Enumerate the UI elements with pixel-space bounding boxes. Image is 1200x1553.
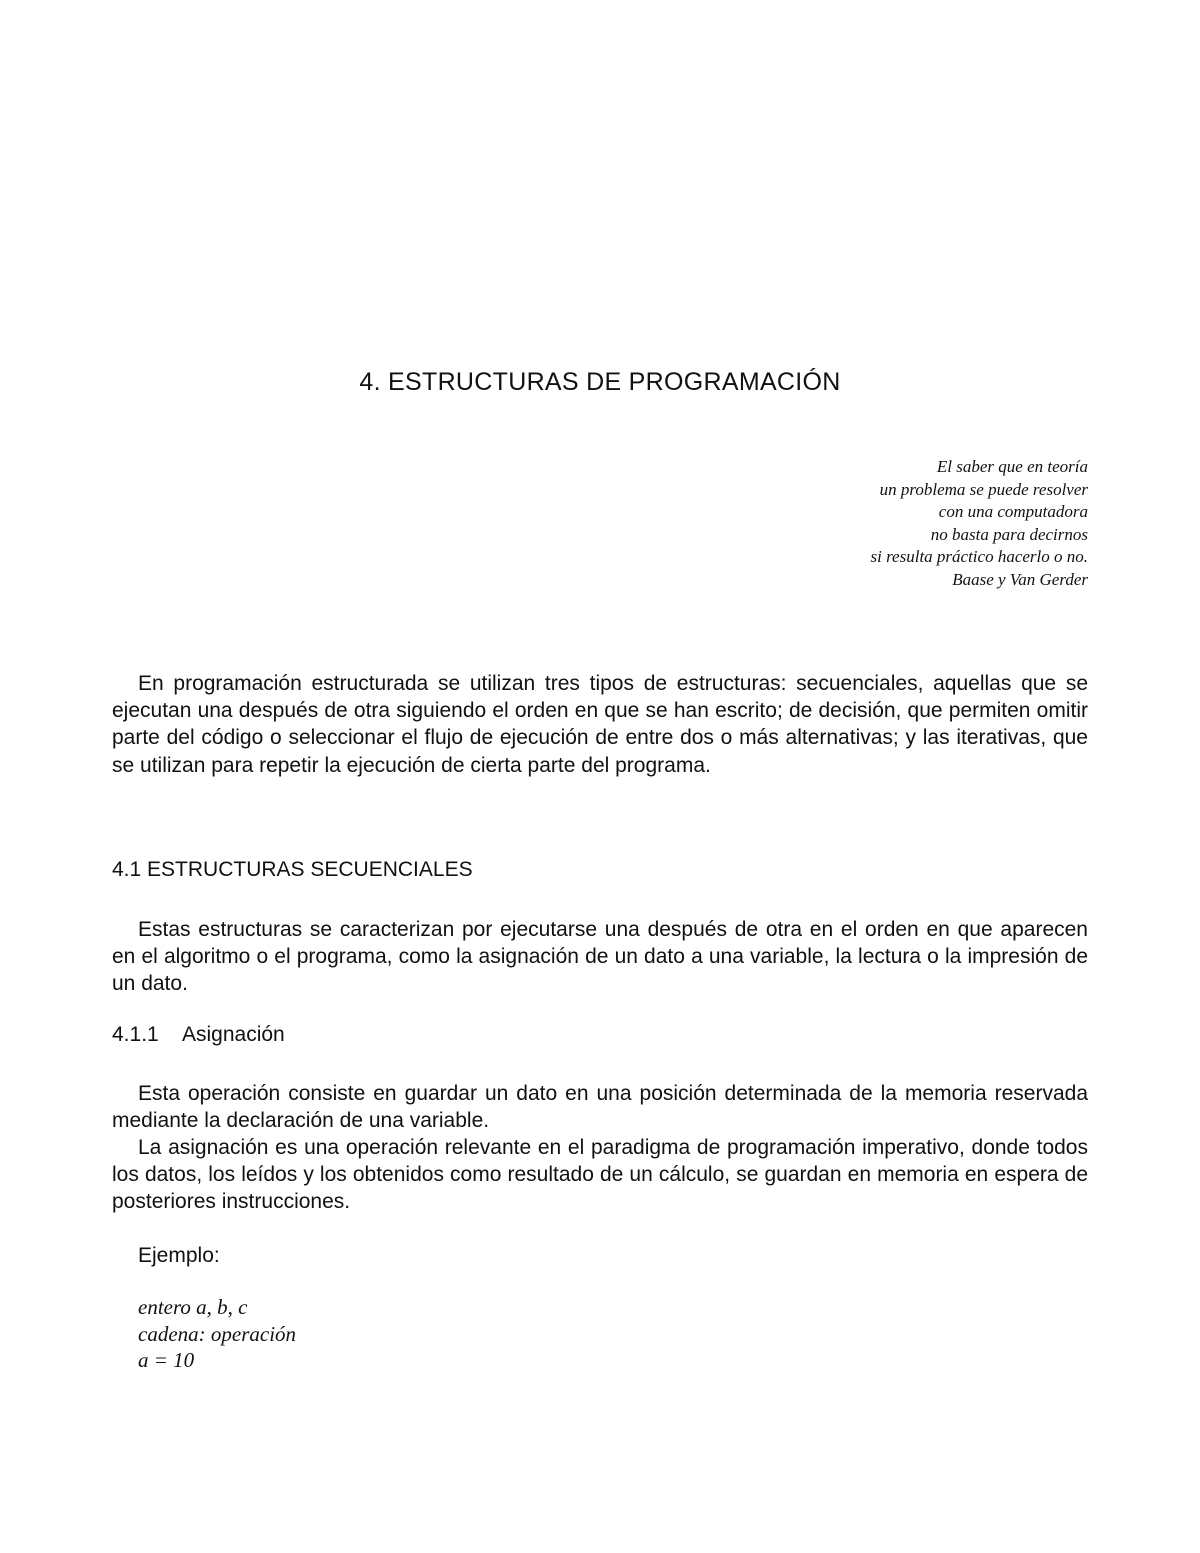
section-heading-4-1-1 xyxy=(112,1021,285,1048)
epigraph-quote xyxy=(668,456,1088,591)
chapter-title: 4. ESTRUCTURAS DE PROGRAMACIÓN xyxy=(359,368,841,396)
epigraph-line: un problema se puede resolver xyxy=(879,479,1088,499)
assignment-paragraph-1: Esta operación consiste en guardar un dato en una posición determinada de la memoria reservada mediante la declaración de una variable. xyxy=(112,1082,1088,1133)
section-title: Asignación xyxy=(182,1023,285,1046)
epigraph-line: El saber que en teoría xyxy=(936,457,1088,476)
section-number: 4.1.1 xyxy=(112,1023,159,1046)
intro-paragraph: En programación estructurada se utilizan tres tipos de estructuras: secuenciales, aquellas que se ejecutan una después de otra siguiendo el orden en que se han escrito; de decisión, que permiten omitir parte del código o seleccionar el flujo de ejecución de entre dos o más alternativas; y las iterativas, que se utilizan para repetir la ejecución de cierta parte del programa. xyxy=(112,672,1088,777)
section-4-1-paragraph: Estas estructuras se caracterizan por ejecutarse una después de otra en el orden en que aparecen en el algoritmo o el programa, como la asignación de un dato a una variable, la lectura o la impresión de un dato. xyxy=(112,918,1088,996)
code-line: entero a, b, c xyxy=(138,1295,248,1319)
section-heading-4-1: 4.1 ESTRUCTURAS SECUENCIALES xyxy=(112,858,473,881)
assignment-paragraph-2: La asignación es una operación relevante en el paradigma de programación imperativo, donde todos los datos, los leídos y los obtenidos como resultado de un cálculo, se guardan en memoria en espera de posteriores instrucciones. xyxy=(112,1136,1088,1214)
code-line: cadena: operación xyxy=(138,1321,297,1346)
code-line: a = 10 xyxy=(138,1348,195,1372)
epigraph-line: si resulta práctico hacerlo o no. xyxy=(870,547,1088,566)
epigraph-line: no basta para decirnos xyxy=(930,524,1088,544)
epigraph-author: Baase y Van Gerder xyxy=(952,569,1088,589)
epigraph-line: con una computadora xyxy=(938,502,1088,521)
example-code-block xyxy=(138,1294,296,1374)
example-label: Ejemplo: xyxy=(138,1244,220,1267)
